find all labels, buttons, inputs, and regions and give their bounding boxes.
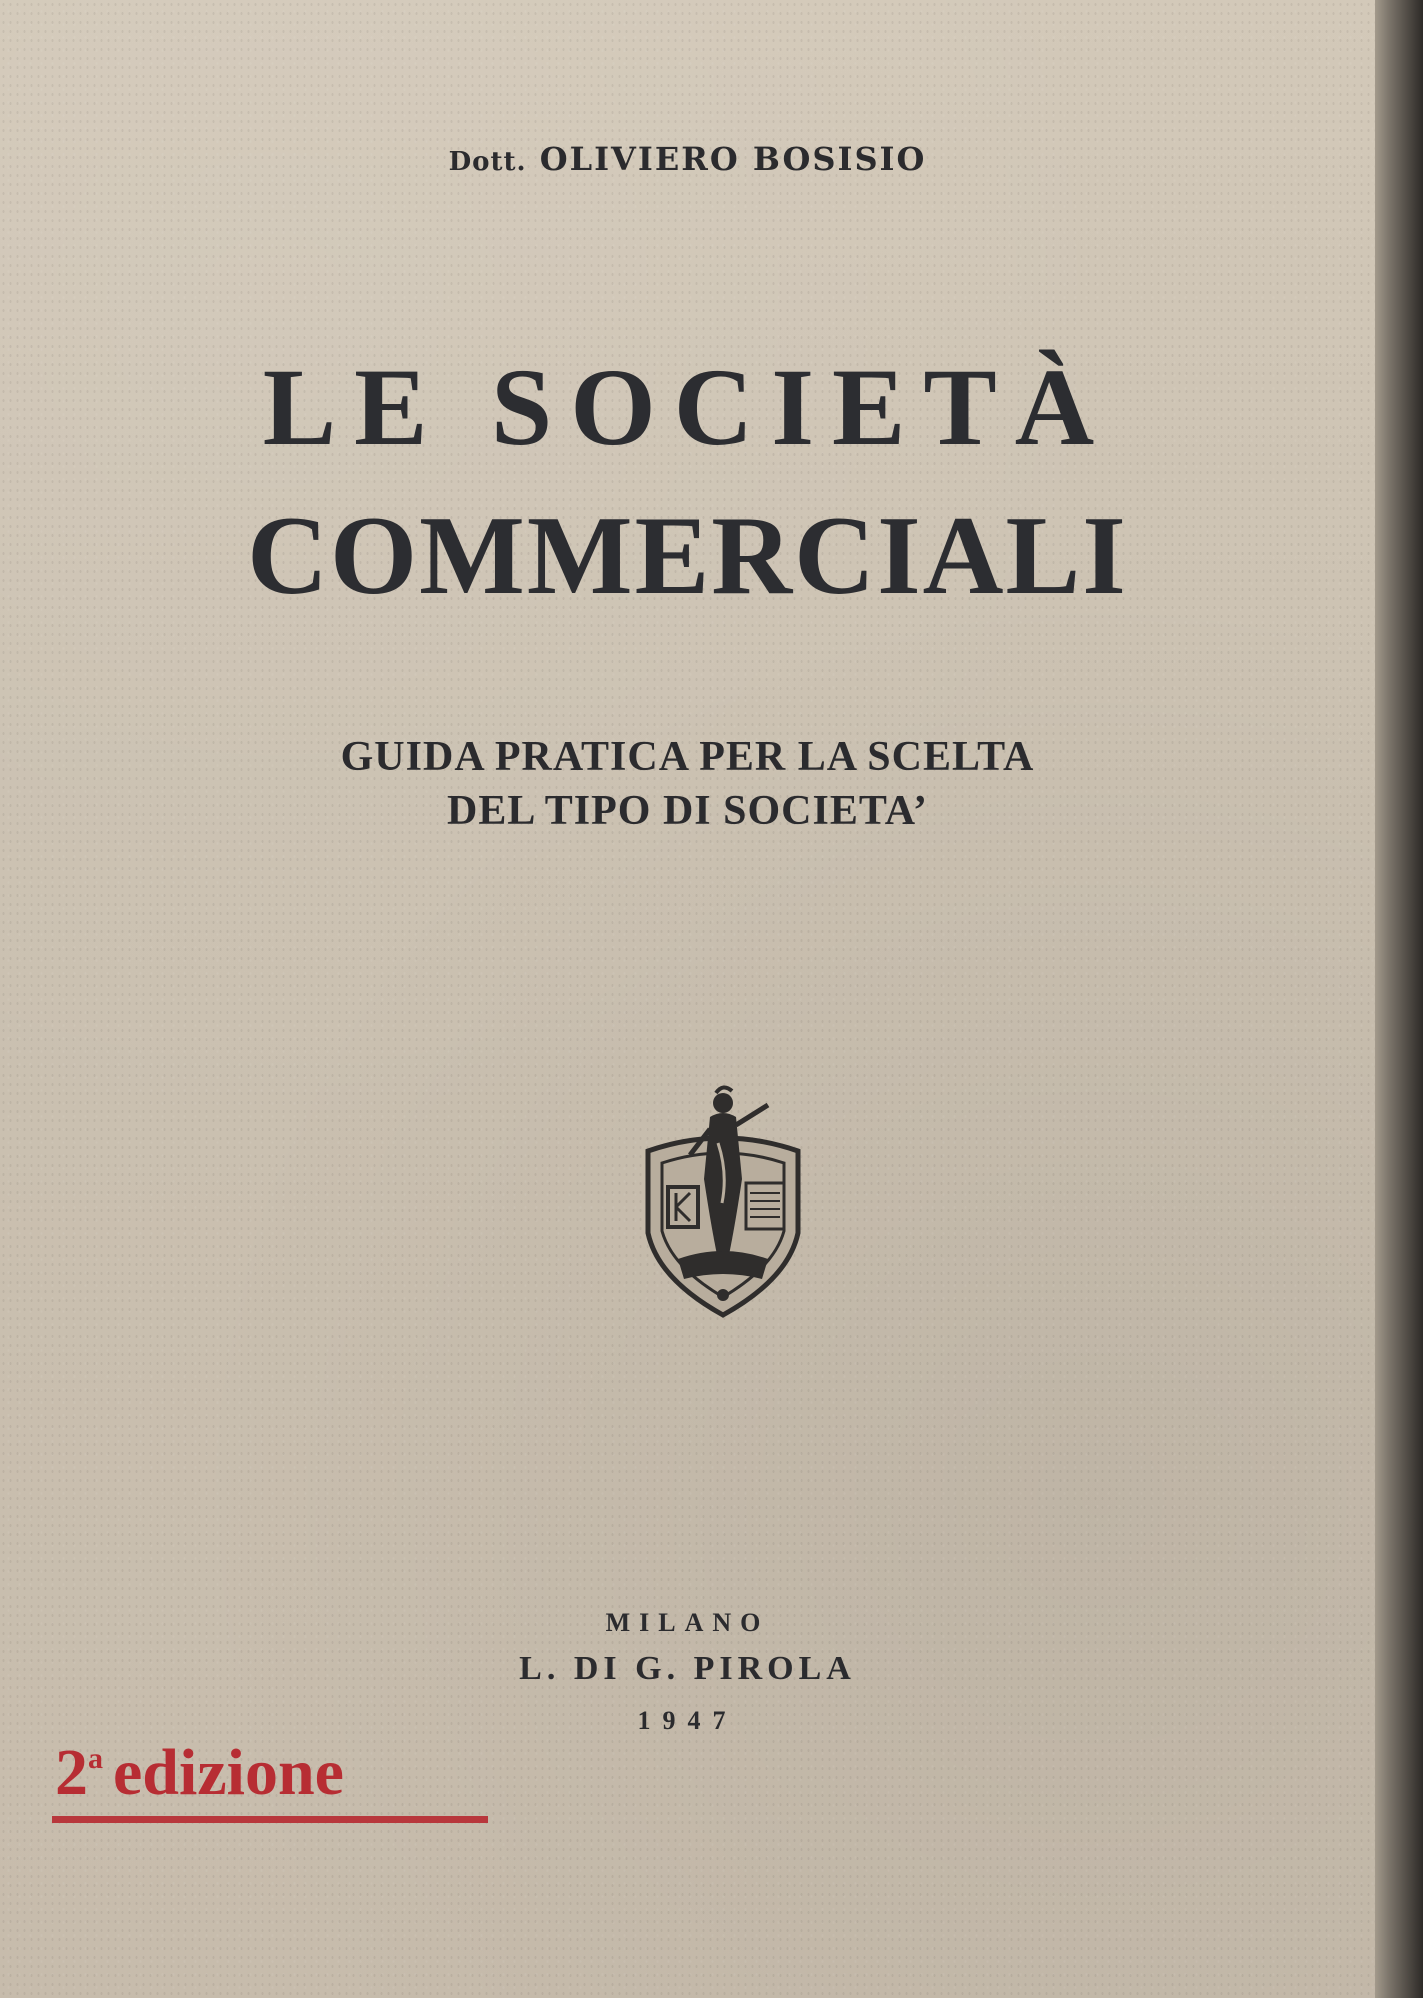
title-line-2: COMMERCIALI xyxy=(247,494,1128,618)
book-page-edge xyxy=(1375,0,1423,1998)
author-prefix: Dott. xyxy=(448,147,527,177)
imprint-city: MILANO xyxy=(605,1608,770,1637)
subtitle xyxy=(0,730,1375,838)
edition-number: 2 xyxy=(55,1736,88,1809)
author-line xyxy=(0,140,1375,178)
edition-word: edizione xyxy=(113,1736,344,1809)
imprint-year: 1947 xyxy=(637,1706,738,1735)
author-name: OLIVIERO BOSISIO xyxy=(539,140,927,178)
imprint-publisher: L. DI G. PIROLA xyxy=(519,1650,856,1687)
edition-label xyxy=(55,1736,344,1809)
publisher-emblem-icon xyxy=(638,1083,808,1323)
edition-underline xyxy=(52,1816,488,1823)
title-line-1: LE SOCIETÀ xyxy=(262,346,1113,468)
edition-superscript: a xyxy=(88,1742,103,1775)
subtitle-line-1: GUIDA PRATICA PER LA SCELTA xyxy=(340,734,1035,780)
subtitle-line-2: DEL TIPO DI SOCIETA’ xyxy=(447,788,928,834)
